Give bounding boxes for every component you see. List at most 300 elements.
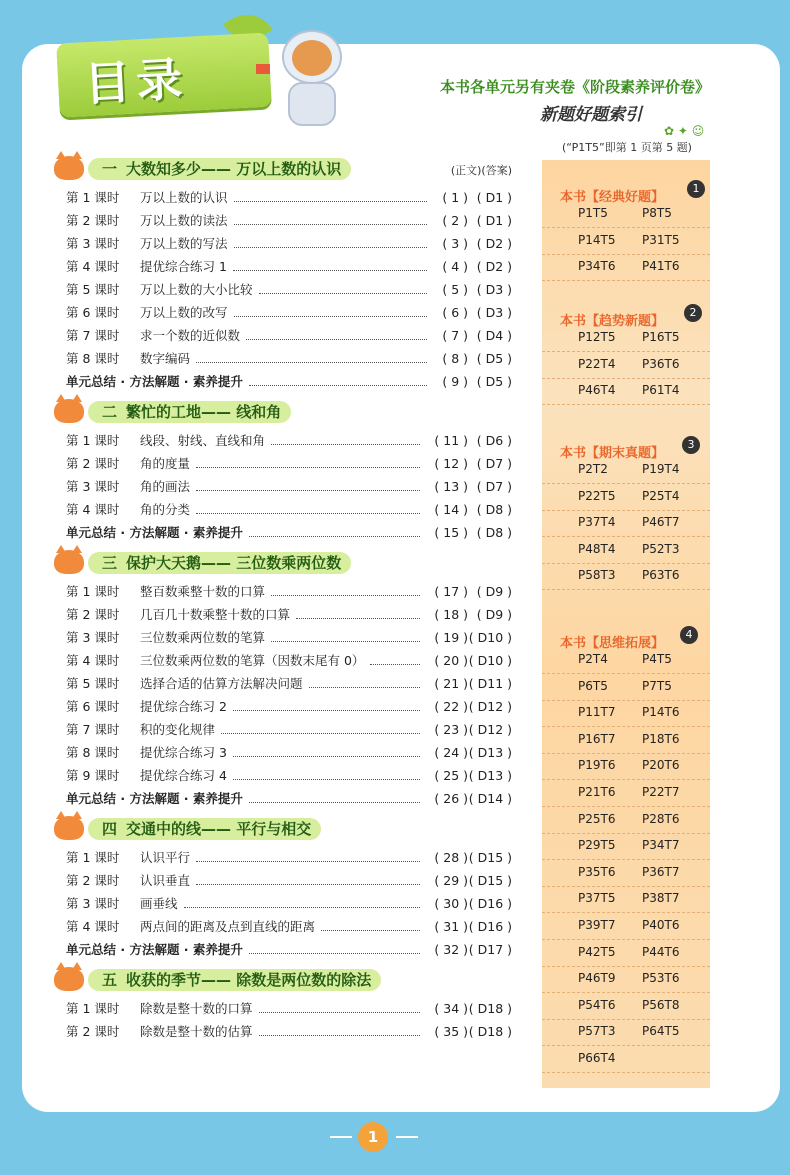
index-section-title: 本书【思维拓展】 [560, 636, 665, 651]
lesson-row[interactable] [50, 672, 512, 695]
answer-ref: ( D10 ) [468, 653, 512, 668]
leader-dots [321, 930, 420, 931]
index-ref[interactable]: P22T4 [578, 356, 616, 371]
lesson-row[interactable] [50, 255, 512, 278]
lesson-label: 第 5 课时 [66, 676, 120, 691]
index-ref[interactable]: P31T5 [642, 232, 680, 247]
leader-dots [296, 618, 420, 619]
index-ref[interactable]: P34T7 [642, 838, 680, 853]
page-line-right [396, 1136, 418, 1138]
lesson-row[interactable] [50, 626, 512, 649]
leader-dots [196, 861, 420, 862]
lesson-topic: 万以上数的认识 [140, 190, 228, 205]
lesson-topic: 提优综合练习 1 [140, 259, 227, 274]
answer-ref: ( D14 ) [468, 791, 512, 806]
answer-ref: ( D7 ) [476, 456, 512, 471]
index-ref[interactable]: P36T6 [642, 356, 680, 371]
index-ref[interactable]: P8T5 [642, 206, 672, 220]
lesson-row[interactable] [50, 209, 512, 232]
page-ref: ( 21 ) [434, 676, 468, 691]
lesson-row[interactable] [50, 452, 512, 475]
unit-block [50, 156, 512, 393]
unit-title: 繁忙的工地—— 线和角 [126, 403, 282, 421]
lesson-label: 第 8 课时 [66, 745, 120, 760]
answer-ref: ( D13 ) [468, 768, 512, 783]
answer-ref: ( D8 ) [476, 525, 512, 540]
answer-ref: ( D16 ) [468, 896, 512, 911]
lesson-label: 第 4 课时 [66, 919, 120, 934]
lesson-label: 第 1 课时 [66, 433, 120, 448]
lesson-topic: 画垂线 [140, 896, 178, 911]
page-ref: ( 28 ) [434, 850, 468, 865]
page-ref: ( 32 ) [434, 942, 468, 957]
index-ref[interactable]: P40T6 [642, 918, 680, 932]
index-ref[interactable]: P14T6 [642, 705, 680, 720]
index-ref[interactable]: P37T4 [578, 515, 616, 530]
col-head-page: (正文) [450, 164, 482, 177]
index-ref[interactable]: P14T5 [578, 232, 616, 247]
unit-header [50, 967, 512, 991]
index-section-title: 本书【趋势新题】 [560, 314, 665, 329]
index-number-badge: 3 [682, 436, 700, 454]
leader-dots [196, 362, 427, 363]
index-row [542, 648, 710, 674]
index-ref[interactable]: P46T9 [578, 971, 616, 986]
leader-dots [271, 595, 420, 596]
toc-list [50, 156, 512, 1049]
answer-ref: ( D18 ) [468, 1001, 512, 1016]
index-ref[interactable]: P29T5 [578, 838, 616, 853]
index-row [542, 728, 710, 754]
leader-dots [233, 756, 420, 757]
page-ref: ( 2 ) [442, 213, 468, 228]
lesson-topic: 提优综合练习 2 [140, 699, 227, 714]
page-ref: ( 24 ) [434, 745, 468, 760]
lesson-row[interactable] [50, 649, 512, 672]
unit-summary-row[interactable] [50, 938, 512, 961]
index-ref[interactable]: P64T5 [642, 1024, 680, 1039]
index-ref[interactable]: P41T6 [642, 259, 680, 274]
page-ref: ( 8 ) [442, 351, 468, 366]
unit-title: 交通中的线—— 平行与相交 [126, 820, 312, 838]
lesson-topic: 万以上数的写法 [140, 236, 228, 251]
lesson-label: 第 3 课时 [66, 896, 120, 911]
cat-icon [54, 156, 84, 180]
index-row [542, 353, 710, 379]
index-ref[interactable]: P39T7 [578, 918, 616, 932]
index-row [542, 379, 710, 405]
lesson-topic: 角的画法 [140, 479, 191, 494]
index-ref[interactable]: P16T5 [642, 330, 680, 344]
index-ref[interactable]: P16T7 [578, 731, 616, 746]
unit-header [50, 816, 512, 840]
leader-dots [234, 201, 427, 202]
lesson-label: 第 3 课时 [66, 630, 120, 645]
index-row [542, 914, 710, 940]
index-ref[interactable]: P34T6 [578, 259, 616, 274]
lesson-label: 第 1 课时 [66, 190, 120, 205]
index-row [542, 229, 710, 255]
lesson-label: 单元总结 · 方法解题 · 素养提升 [66, 525, 243, 540]
index-ref[interactable]: P25T4 [642, 488, 680, 503]
page-line-left [330, 1136, 352, 1138]
index-ref[interactable]: P54T6 [578, 997, 616, 1012]
answer-ref: ( D12 ) [468, 722, 512, 737]
index-number-badge: 4 [680, 626, 698, 644]
lesson-topic: 整百数乘整十数的口算 [140, 584, 266, 599]
lesson-topic: 三位数乘两位数的笔算（因数末尾有 0） [140, 653, 365, 668]
index-ref[interactable]: P61T4 [642, 383, 680, 398]
page-ref: ( 30 ) [434, 896, 468, 911]
unit-header [50, 550, 512, 574]
lesson-row[interactable] [50, 915, 512, 938]
index-ref[interactable]: P57T3 [578, 1024, 616, 1039]
index-row [542, 255, 710, 281]
lesson-row[interactable] [50, 429, 512, 452]
lesson-topic: 除数是整十数的口算 [140, 1001, 253, 1016]
index-panel [542, 160, 710, 1088]
answer-ref: ( D1 ) [476, 190, 512, 205]
index-ref[interactable]: P36T7 [642, 864, 680, 879]
unit-number: 一 [102, 160, 118, 178]
index-row [542, 781, 710, 807]
unit-title-pill[interactable] [88, 818, 321, 840]
answer-ref: ( D3 ) [476, 282, 512, 297]
cat-icon [54, 816, 84, 840]
unit-number: 三 [102, 554, 118, 572]
answer-ref: ( D5 ) [476, 351, 512, 366]
index-ref[interactable]: P12T5 [578, 330, 616, 344]
answer-ref: ( D2 ) [476, 259, 512, 274]
index-ref[interactable]: P22T5 [578, 488, 616, 503]
index-ref[interactable]: P52T3 [642, 541, 680, 556]
leader-dots [234, 247, 427, 248]
index-ref[interactable]: P25T6 [578, 811, 616, 826]
index-ref[interactable]: P58T3 [578, 568, 616, 583]
lesson-label: 第 4 课时 [66, 259, 120, 274]
lesson-topic: 认识垂直 [140, 873, 191, 888]
index-subtitle: 新题好题索引 [540, 105, 642, 125]
answer-ref: ( D15 ) [468, 873, 512, 888]
leader-dots [184, 907, 420, 908]
leader-dots [249, 953, 420, 954]
unit-summary-row[interactable] [50, 521, 512, 544]
index-ref[interactable]: P20T6 [642, 758, 680, 773]
page-ref: ( 35 ) [434, 1024, 468, 1039]
index-ref[interactable]: P4T5 [642, 652, 672, 666]
leader-dots [259, 293, 427, 294]
page-ref: ( 25 ) [434, 768, 468, 783]
index-ref[interactable]: P2T2 [578, 462, 608, 476]
lesson-topic: 万以上数的读法 [140, 213, 228, 228]
index-ref[interactable]: P19T6 [578, 758, 616, 773]
page-number: 1 [358, 1122, 388, 1152]
cat-icon [54, 399, 84, 423]
lesson-topic: 求一个数的近似数 [140, 328, 241, 343]
lesson-label: 第 4 课时 [66, 653, 120, 668]
unit-summary-row[interactable] [50, 787, 512, 810]
index-row [542, 1020, 710, 1046]
index-ref[interactable]: P7T5 [642, 678, 672, 693]
page-title: 目录 [82, 51, 190, 112]
answer-ref: ( D11 ) [468, 676, 512, 691]
lesson-label: 单元总结 · 方法解题 · 素养提升 [66, 942, 243, 957]
lesson-topic: 角的分类 [140, 502, 191, 517]
answer-ref: ( D16 ) [468, 919, 512, 934]
lesson-topic: 几百几十数乘整十数的口算 [140, 607, 291, 622]
unit-block [50, 399, 512, 544]
answer-ref: ( D4 ) [476, 328, 512, 343]
lesson-label: 第 2 课时 [66, 607, 120, 622]
page-ref: ( 15 ) [434, 525, 468, 540]
unit-title: 保护大天鹅—— 三位数乘两位数 [126, 554, 342, 572]
lesson-label: 单元总结 · 方法解题 · 素养提升 [66, 791, 243, 806]
lesson-label: 第 9 课时 [66, 768, 120, 783]
lesson-label: 第 3 课时 [66, 479, 120, 494]
index-row [542, 887, 710, 913]
leader-dots [246, 339, 427, 340]
index-ref[interactable]: P35T6 [578, 864, 616, 879]
index-ref[interactable]: P53T6 [642, 971, 680, 986]
leader-dots [196, 490, 420, 491]
lesson-topic: 两点间的距离及点到直线的距离 [140, 919, 316, 934]
lesson-row[interactable] [50, 580, 512, 603]
lesson-row[interactable] [50, 498, 512, 521]
index-row [542, 511, 710, 537]
lesson-row[interactable] [50, 186, 512, 209]
index-row [542, 538, 710, 564]
lesson-label: 第 2 课时 [66, 1024, 120, 1039]
lesson-row[interactable] [50, 278, 512, 301]
index-row [542, 675, 710, 701]
page-ref: ( 5 ) [442, 282, 468, 297]
index-ref[interactable]: P2T4 [578, 652, 608, 666]
unit-title-pill[interactable] [88, 158, 351, 180]
index-number-badge: 1 [687, 180, 705, 198]
leader-dots [233, 270, 427, 271]
index-ref[interactable]: P66T4 [578, 1051, 616, 1065]
leader-dots [221, 733, 420, 734]
spacesuit-shape [288, 82, 336, 126]
title-banner [56, 33, 272, 118]
index-row [542, 967, 710, 993]
index-ref[interactable]: P6T5 [578, 678, 608, 693]
page-ref: ( 23 ) [434, 722, 468, 737]
index-ref[interactable]: P11T7 [578, 705, 616, 720]
index-row [542, 485, 710, 511]
lesson-row[interactable] [50, 764, 512, 787]
unit-block [50, 816, 512, 961]
answer-ref: ( D18 ) [468, 1024, 512, 1039]
lesson-row[interactable] [50, 324, 512, 347]
page-ref: ( 6 ) [442, 305, 468, 320]
page-ref: ( 9 ) [442, 374, 468, 389]
index-row [542, 326, 710, 352]
index-ref[interactable]: P48T4 [578, 541, 616, 556]
lesson-label: 第 2 课时 [66, 213, 120, 228]
leader-dots [196, 884, 420, 885]
index-row [542, 994, 710, 1020]
lesson-row[interactable] [50, 232, 512, 255]
leader-dots [249, 802, 420, 803]
index-ref[interactable]: P37T5 [578, 891, 616, 906]
answer-ref: ( D12 ) [468, 699, 512, 714]
lesson-topic: 角的度量 [140, 456, 191, 471]
leader-dots [234, 316, 427, 317]
column-headers [451, 162, 512, 178]
lesson-label: 第 1 课时 [66, 1001, 120, 1016]
index-row [542, 941, 710, 967]
index-ref[interactable]: P1T5 [578, 206, 608, 220]
leader-dots [309, 687, 420, 688]
lesson-topic: 线段、射线、直线和角 [140, 433, 266, 448]
unit-header [50, 399, 512, 423]
page-ref: ( 1 ) [442, 190, 468, 205]
index-ref[interactable]: P46T4 [578, 383, 616, 398]
page-ref: ( 20 ) [434, 653, 468, 668]
page-ref: ( 19 ) [434, 630, 468, 645]
unit-title-pill[interactable] [88, 401, 291, 423]
lesson-topic: 除数是整十数的估算 [140, 1024, 253, 1039]
page-ref: ( 18 ) [434, 607, 468, 622]
unit-block [50, 550, 512, 810]
answer-ref: ( D10 ) [468, 630, 512, 645]
lesson-label: 第 6 课时 [66, 699, 120, 714]
leader-dots [196, 467, 420, 468]
index-ref[interactable]: P19T4 [642, 462, 680, 476]
index-row [542, 458, 710, 484]
lesson-row[interactable] [50, 997, 512, 1020]
lesson-label: 第 3 课时 [66, 236, 120, 251]
unit-title: 大数知多少—— 万以上数的认识 [126, 160, 342, 178]
leader-dots [271, 444, 420, 445]
answer-ref: ( D17 ) [468, 942, 512, 957]
leader-dots [233, 710, 420, 711]
index-ref[interactable]: P56T8 [642, 997, 680, 1012]
flag-icon [256, 64, 270, 74]
lesson-row[interactable] [50, 347, 512, 370]
lesson-label: 第 6 课时 [66, 305, 120, 320]
unit-summary-row[interactable] [50, 370, 512, 393]
lesson-label: 第 7 课时 [66, 328, 120, 343]
index-ref[interactable]: P21T6 [578, 785, 616, 799]
lesson-topic: 万以上数的大小比较 [140, 282, 253, 297]
index-ref[interactable]: P44T6 [642, 944, 680, 959]
lesson-row[interactable] [50, 1020, 512, 1043]
unit-block [50, 967, 512, 1043]
index-section-title: 本书【期末真题】 [560, 446, 665, 461]
lesson-label: 第 7 课时 [66, 722, 120, 737]
index-row [542, 1047, 710, 1073]
unit-header [50, 156, 512, 180]
decoration-icons: ✿ ✦ ☺ [664, 124, 705, 138]
lesson-topic: 提优综合练习 4 [140, 768, 227, 783]
cat-icon [54, 550, 84, 574]
page-ref: ( 13 ) [434, 479, 468, 494]
page-ref: ( 7 ) [442, 328, 468, 343]
unit-title: 收获的季节—— 除数是两位数的除法 [126, 971, 372, 989]
lesson-row[interactable] [50, 695, 512, 718]
answer-ref: ( D9 ) [476, 607, 512, 622]
lesson-row[interactable] [50, 741, 512, 764]
index-ref[interactable]: P42T5 [578, 944, 616, 959]
page-ref: ( 17 ) [434, 584, 468, 599]
index-ref[interactable]: P18T6 [642, 731, 680, 746]
index-row [542, 834, 710, 860]
index-row [542, 754, 710, 780]
index-row [542, 202, 710, 228]
answer-ref: ( D1 ) [476, 213, 512, 228]
answer-ref: ( D6 ) [476, 433, 512, 448]
answer-ref: ( D13 ) [468, 745, 512, 760]
page-ref: ( 14 ) [434, 502, 468, 517]
page-ref: ( 26 ) [434, 791, 468, 806]
answer-ref: ( D7 ) [476, 479, 512, 494]
unit-title-pill[interactable] [88, 969, 381, 991]
index-ref[interactable]: P46T7 [642, 515, 680, 530]
page-ref: ( 22 ) [434, 699, 468, 714]
bear-face-shape [292, 40, 332, 76]
leader-dots [233, 779, 420, 780]
index-ref[interactable]: P63T6 [642, 568, 680, 583]
lesson-topic: 万以上数的改写 [140, 305, 228, 320]
lesson-label: 第 1 课时 [66, 850, 120, 865]
lesson-label: 第 1 课时 [66, 584, 120, 599]
page-ref: ( 29 ) [434, 873, 468, 888]
lesson-row[interactable] [50, 846, 512, 869]
leader-dots [249, 385, 427, 386]
lesson-row[interactable] [50, 301, 512, 324]
unit-number: 五 [102, 971, 118, 989]
page-ref: ( 34 ) [434, 1001, 468, 1016]
lesson-row[interactable] [50, 475, 512, 498]
lesson-topic: 数字编码 [140, 351, 191, 366]
lesson-label: 第 2 课时 [66, 456, 120, 471]
lesson-row[interactable] [50, 603, 512, 626]
lesson-topic: 提优综合练习 3 [140, 745, 227, 760]
lesson-row[interactable] [50, 892, 512, 915]
index-ref[interactable]: P38T7 [642, 891, 680, 906]
lesson-row[interactable] [50, 718, 512, 741]
unit-number: 四 [102, 820, 118, 838]
leader-dots [196, 513, 420, 514]
leader-dots [234, 224, 427, 225]
answer-ref: ( D5 ) [476, 374, 512, 389]
supplement-title: 本书各单元另有夹卷《阶段素养评价卷》 [440, 78, 711, 96]
lesson-label: 单元总结 · 方法解题 · 素养提升 [66, 374, 243, 389]
index-note: (“P1T5”即第 1 页第 5 题) [562, 141, 692, 154]
lesson-topic: 积的变化规律 [140, 722, 216, 737]
leader-dots [259, 1012, 420, 1013]
index-row [542, 808, 710, 834]
index-ref[interactable]: P22T7 [642, 785, 680, 799]
leader-dots [271, 641, 420, 642]
cat-icon [54, 967, 84, 991]
col-head-answer: (答案) [481, 164, 512, 177]
unit-number: 二 [102, 403, 118, 421]
page-ref: ( 12 ) [434, 456, 468, 471]
unit-title-pill[interactable] [88, 552, 351, 574]
index-row [542, 564, 710, 590]
lesson-row[interactable] [50, 869, 512, 892]
leader-dots [259, 1035, 420, 1036]
page-ref: ( 4 ) [442, 259, 468, 274]
lesson-label: 第 8 课时 [66, 351, 120, 366]
index-section-title: 本书【经典好题】 [560, 190, 665, 205]
index-row [542, 701, 710, 727]
answer-ref: ( D9 ) [476, 584, 512, 599]
index-ref[interactable]: P28T6 [642, 811, 680, 826]
